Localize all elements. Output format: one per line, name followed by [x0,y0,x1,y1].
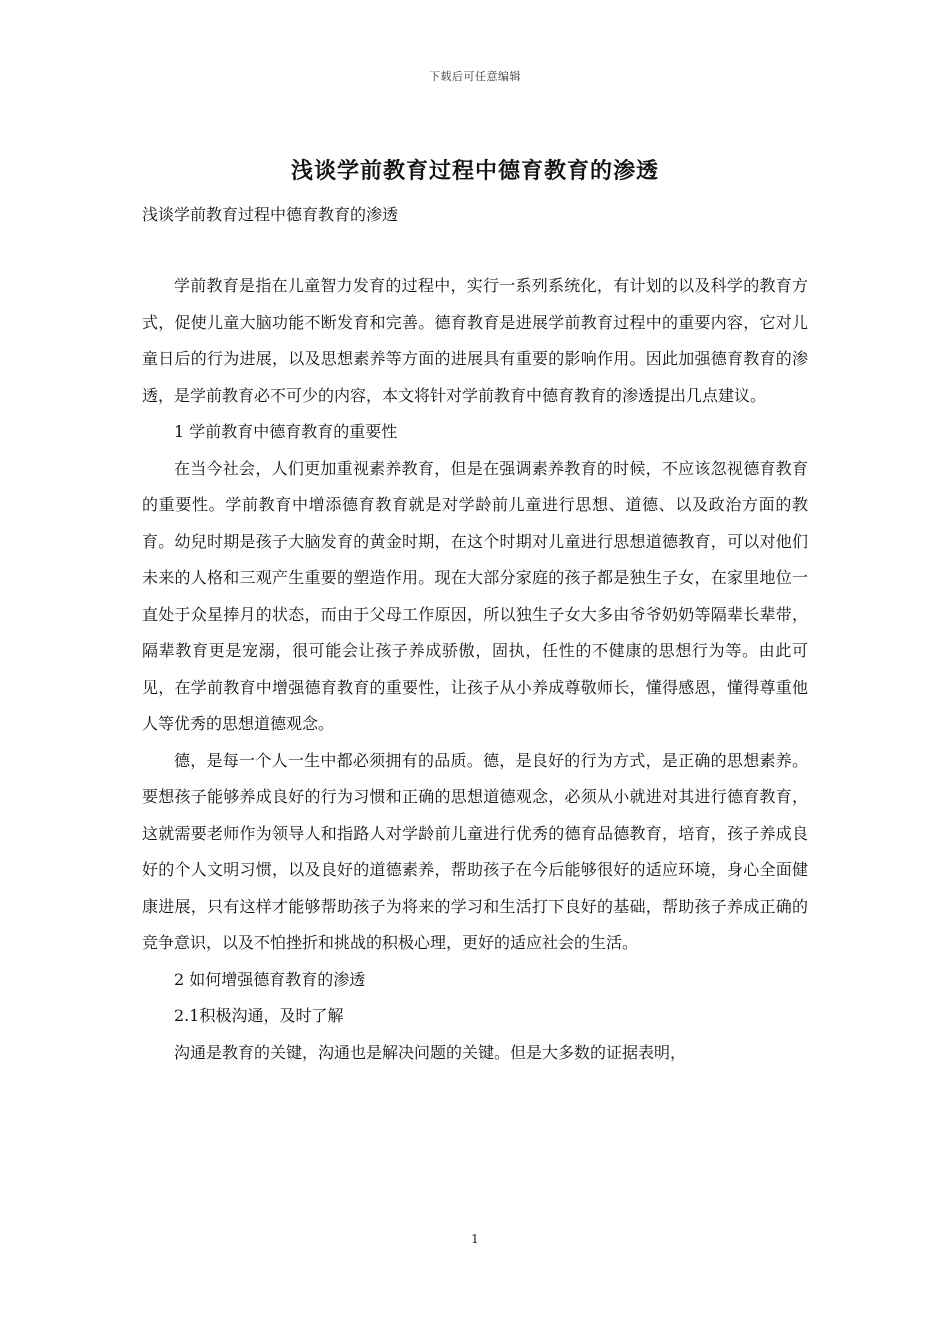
page-header-note: 下载后可任意编辑 [429,70,521,83]
document-subtitle: 浅谈学前教育过程中德育教育的渗透 [142,205,399,224]
page-number: 1 [471,1232,479,1246]
document-title: 浅谈学前教育过程中德育教育的渗透 [290,158,659,184]
section-heading-1: 1 学前教育中德育教育的重要性 [174,422,398,441]
paragraph-importance: 在当今社会，人们更加重视素养教育，但是在强调素养教育的时候，不应该忽视德育教育的重要性。学前教育中增添德育教育就是对学龄前儿童进行思想、道德、以及政治方面的教育。幼兒时期是孩子大脑发育的黄金时期，在这个时期对儿童进行思想道德教育，可以对他们未来的人格和三观产生重要的塑造作用。现在大部分家庭的孩子都是独生子女，在家里地位一直处于众星捧月的状态，而由于父母工作原因，所以独生子女大多由爷爷奶奶等隔辈长辈带，隔辈教育更是宠溺，很可能会让孩子养成骄傲，固执，任性的不健康的思想行为等。由此可见，在学前教育中增强德育教育的重要性，让孩子从小养成尊敬师长，懂得感恩，懂得尊重他人等优秀的思想道德观念。 [142,458,808,733]
paragraph-intro: 学前教育是指在儿童智力发育的过程中，实行一系列系统化，有计划的以及科学的教育方式，促使儿童大脑功能不断发育和完善。德育教育是进展学前教育过程中的重要内容，它对儿童日后的行为进展，以及思想素养等方面的进展具有重要的影响作用。因此加强德育教育的渗透，是学前教育必不可少的内容，本文将针对学前教育中德育教育的渗透提出几点建议。 [142,276,808,405]
document-body [142,268,808,1071]
paragraph-virtue: 德，是每一个人一生中都必须拥有的品质。德，是良好的行为方式，是正确的思想素养。要想孩子能够养成良好的行为习惯和正确的思想道德观念，必须从小就进对其进行德育教育，这就需要老师作为领导人和指路人对学龄前儿童进行优秀的德育品德教育，培育，孩子养成良好的个人文明习惯，以及良好的道德素养，帮助孩子在今后能够很好的适应环境，身心全面健康进展，只有这样才能够帮助孩子为将来的学习和生活打下良好的基础，帮助孩子养成正确的竞争意识，以及不怕挫折和挑战的积极心理，更好的适应社会的生活。 [142,750,808,952]
section-heading-2: 2 如何增强德育教育的渗透 [174,969,366,989]
subsection-heading-2-1: 2.1积极沟通，及时了解 [174,1006,344,1025]
paragraph-communication: 沟通是教育的关键，沟通也是解决问题的关键。但是大多数的证据表明， [174,1042,687,1062]
